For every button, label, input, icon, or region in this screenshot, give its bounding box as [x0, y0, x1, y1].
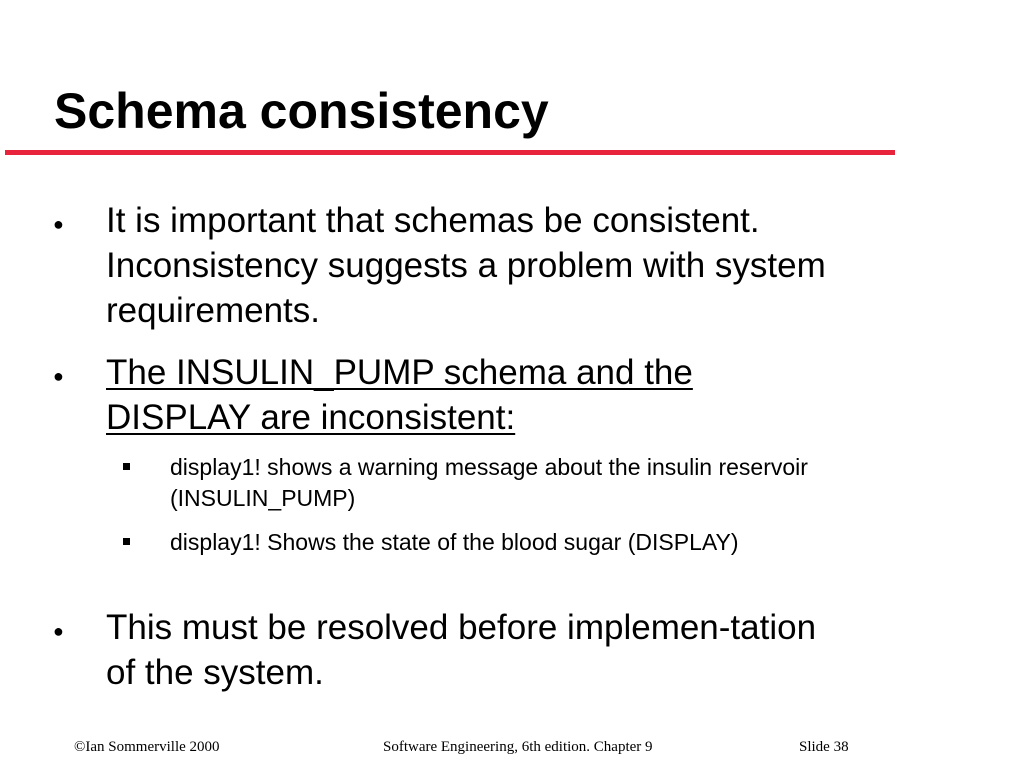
bullet-text: The INSULIN_PUMP schema and the DISPLAY are inconsistent:: [106, 353, 693, 437]
sub-bullet-text: display1! shows a warning message about the insulin reservoir (INSULIN_PUMP): [170, 454, 808, 511]
bullet-dot-icon: ●: [53, 621, 64, 641]
bullet-dot-icon: ●: [53, 214, 64, 234]
slide-title: Schema consistency: [54, 83, 549, 139]
footer-slide-number: Slide 38: [799, 739, 849, 755]
footer-book-title: Software Engineering, 6th edition. Chapter 9: [383, 739, 653, 755]
bullet-dot-icon: ●: [53, 366, 64, 386]
square-bullet-icon: [123, 538, 130, 545]
bullet-text: It is important that schemas be consistent. Inconsistency suggests a problem with system requirements.: [106, 201, 826, 330]
square-bullet-icon: [123, 463, 130, 470]
bullet-text: This must be resolved before implemen-tation of the system.: [106, 608, 817, 692]
footer-copyright: ©Ian Sommerville 2000: [74, 739, 220, 755]
sub-bullet-text: display1! Shows the state of the blood sugar (DISPLAY): [170, 529, 739, 555]
